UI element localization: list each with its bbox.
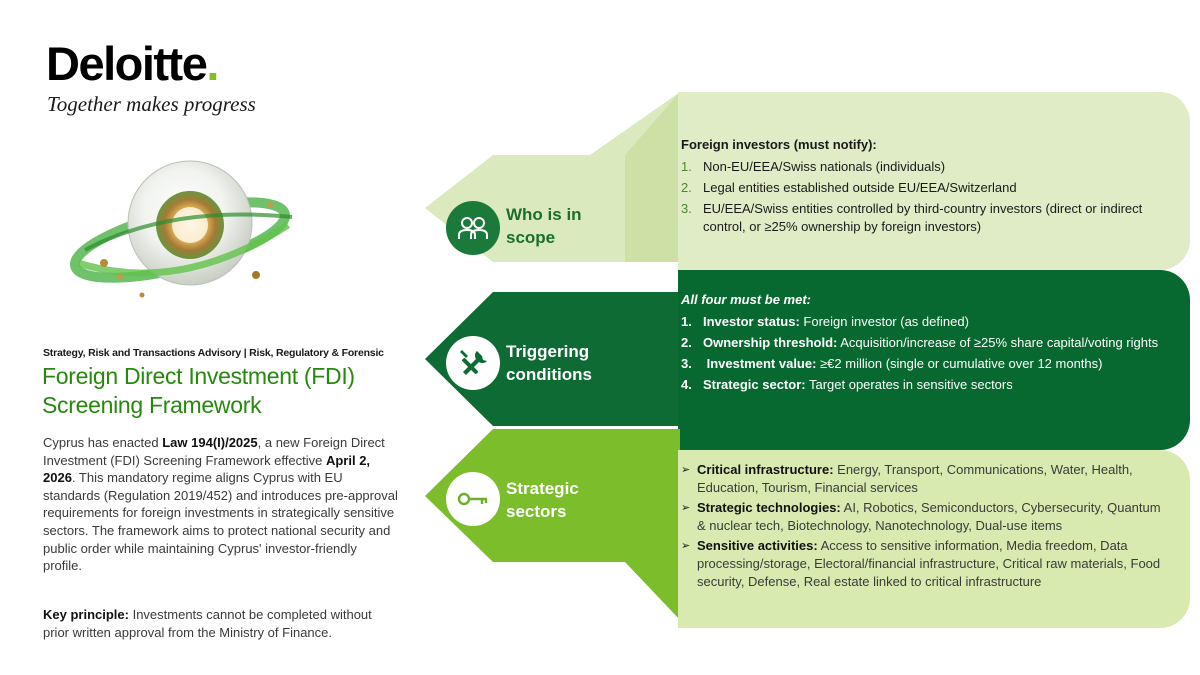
trigger-label-line2: conditions — [506, 365, 592, 384]
item-number: 3. — [681, 201, 692, 216]
intro-pre: Cyprus has enacted — [43, 435, 163, 450]
item-text: Energy, Transport, Communications, Water, Health, Education, Tourism, Financial services — [697, 462, 1133, 495]
logo-wordmark: Deloitte — [46, 37, 207, 90]
list-item — [681, 499, 1161, 535]
scope-heading: Foreign investors (must notify): — [681, 137, 877, 152]
item-number: 4. — [681, 377, 692, 392]
item-label: Critical infrastructure: — [697, 462, 834, 477]
tagline: Together makes progress — [47, 92, 256, 116]
arrow-bullet-icon: ➢ — [681, 464, 691, 476]
tools-icon — [446, 336, 500, 390]
item-text: Non-EU/EEA/Swiss nationals (individuals) — [703, 159, 946, 174]
list-item — [681, 376, 1161, 394]
item-label: Strategic sector: — [703, 377, 806, 392]
trigger-heading: All four must be met: — [681, 292, 812, 307]
scope-content — [681, 136, 1151, 239]
item-text: Acquisition/increase of ≥25% share capital/voting rights — [837, 335, 1159, 350]
item-number: 2. — [681, 335, 692, 350]
key-principle-label: Key principle: — [43, 607, 129, 622]
sectors-label — [506, 477, 579, 523]
item-label: Ownership threshold: — [703, 335, 838, 350]
scope-label — [506, 203, 582, 249]
trigger-list — [681, 313, 1161, 394]
sectors-content — [681, 461, 1161, 593]
sectors-label-line2: sectors — [506, 502, 567, 521]
list-item — [681, 537, 1161, 591]
item-text: AI, Robotics, Semiconductors, Cybersecurity, Quantum & nuclear tech, Biotechnology, Nanotechnology, Dual-use items — [697, 500, 1161, 533]
item-text: ≥€2 million (single or cumulative over 12 months) — [816, 356, 1103, 371]
list-item — [681, 158, 1151, 176]
sectors-list — [681, 461, 1161, 591]
trigger-label-line1: Triggering — [506, 342, 590, 361]
list-item — [681, 461, 1161, 497]
item-number: 3. — [681, 356, 692, 371]
key-principle-text: Investments cannot be completed without prior written approval from the Ministry of Finance. — [43, 607, 372, 640]
intro-mid: , a new Foreign Direct Investment (FDI) Screening Framework effective — [43, 435, 385, 468]
scope-list — [681, 158, 1151, 236]
item-text: Target operates in sensitive sectors — [805, 377, 1013, 392]
list-item — [681, 200, 1151, 236]
item-text: Legal entities established outside EU/EEA/Switzerland — [703, 180, 1017, 195]
law-reference: Law 194(I)/2025 — [162, 435, 258, 450]
practice-line: Strategy, Risk and Transactions Advisory | Risk, Regulatory & Forensic — [43, 347, 384, 359]
list-item — [681, 179, 1151, 197]
trigger-content — [681, 291, 1161, 397]
item-text: EU/EEA/Swiss entities controlled by third-country investors (direct or indirect control, or ≥25% ownership by foreign investors) — [703, 201, 1143, 234]
sectors-label-line1: Strategic — [506, 479, 579, 498]
item-number: 2. — [681, 180, 692, 195]
list-item — [681, 334, 1161, 352]
item-label: Investor status: — [703, 314, 800, 329]
logo-dot: . — [206, 37, 218, 90]
list-item — [681, 313, 1161, 331]
item-text: Access to sensitive information, Media freedom, Data processing/storage, Electoral/financial infrastructure, Critical raw materials, Food security, Defense, Real estate linked to critical infrastructure — [697, 538, 1161, 589]
scope-label-line2: scope — [506, 228, 556, 247]
key-icon — [446, 472, 500, 526]
arrow-bullet-icon: ➢ — [681, 502, 691, 514]
document-title: Foreign Direct Investment (FDI) Screening Framework — [42, 363, 355, 418]
scope-label-line1: Who is in — [506, 205, 582, 224]
item-label: Sensitive activities: — [697, 538, 818, 553]
list-item — [681, 355, 1161, 373]
item-label: Investment value: — [703, 356, 817, 371]
item-number: 1. — [681, 159, 692, 174]
intro-post: . This mandatory regime aligns Cyprus with EU standards (Regulation 2019/452) and introduces pre-approval requirements for foreign investments in strategically sensitive sectors. The framework aims to protect national security and public order while maintaining Cyprus' investor-friendly profile. — [43, 470, 398, 574]
item-number: 1. — [681, 314, 692, 329]
trigger-label — [506, 340, 592, 386]
effective-date: April 2, 2026 — [43, 452, 371, 486]
people-icon — [446, 201, 500, 255]
arrow-bullet-icon: ➢ — [681, 540, 691, 552]
item-label: Strategic technologies: — [697, 500, 841, 515]
item-text: Foreign investor (as defined) — [799, 314, 969, 329]
